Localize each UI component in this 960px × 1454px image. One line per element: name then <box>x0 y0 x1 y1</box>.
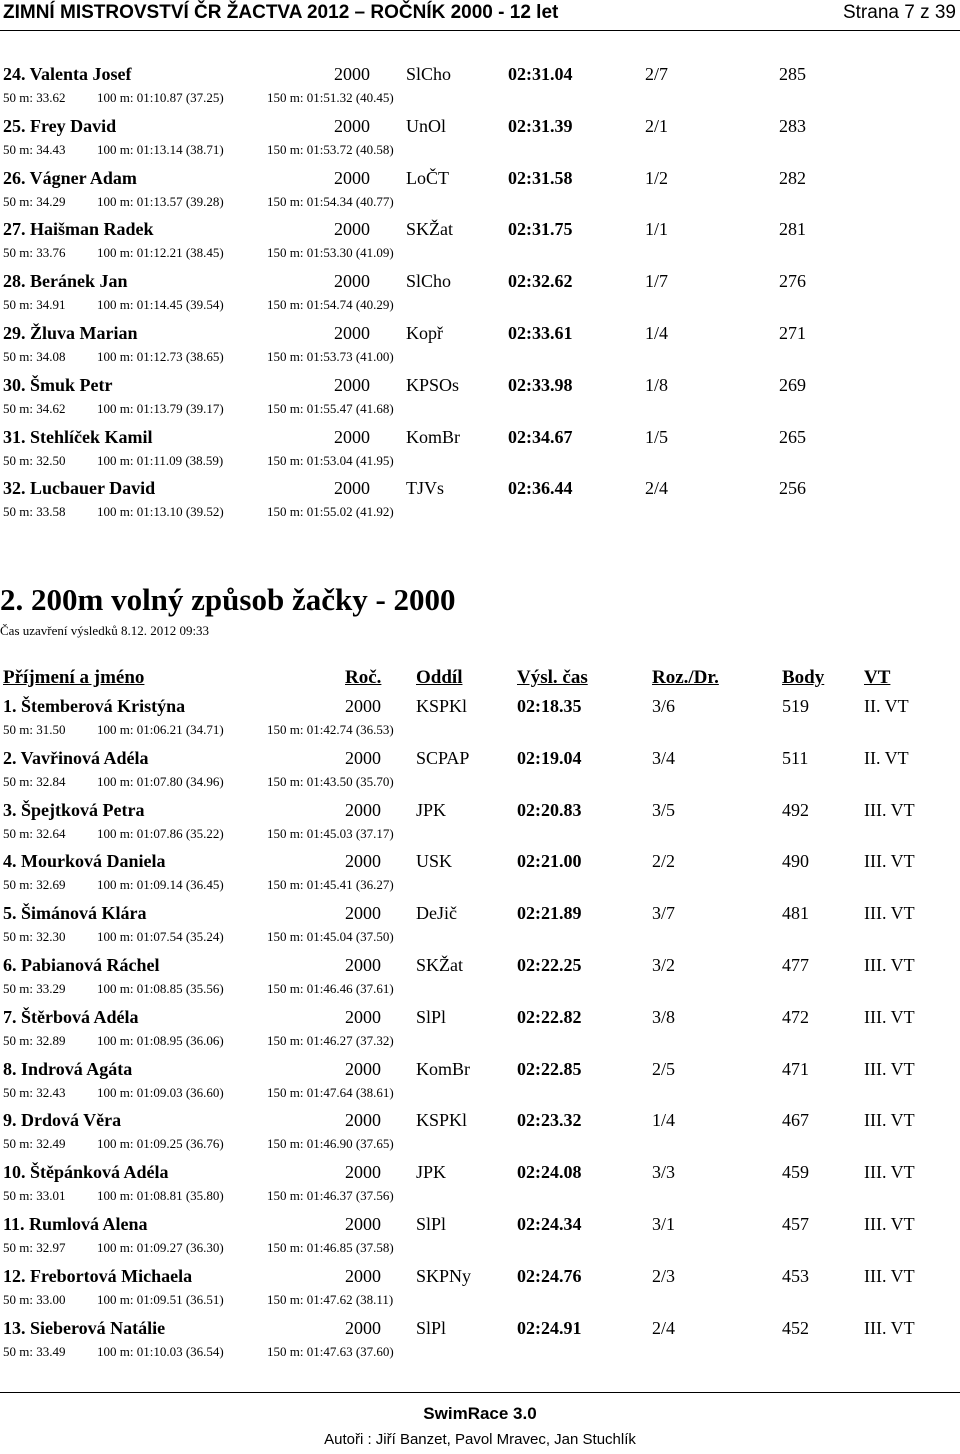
split-150m: 150 m: 01:51.32 (40.45) <box>267 90 394 105</box>
club: TJVs <box>406 478 445 499</box>
split-150m: 150 m: 01:46.85 (37.58) <box>267 1240 394 1255</box>
final-time: 02:24.34 <box>517 1214 582 1234</box>
points: 453 <box>782 1265 809 1286</box>
split-times-row <box>0 774 960 798</box>
heat-lane: 2/5 <box>652 1058 676 1079</box>
split-50m: 50 m: 33.00 <box>3 1291 66 1307</box>
heat-lane: 3/6 <box>652 696 676 716</box>
split-150m: 150 m: 01:46.27 (37.32) <box>267 1032 394 1048</box>
heat-lane: 2/1 <box>645 115 669 136</box>
split-times-row <box>0 1344 960 1368</box>
heat-lane: 3/4 <box>652 747 676 768</box>
page-header-title: ZIMNÍ MISTROVSTVÍ ČR ŽACTVA 2012 – ROČNÍK 2000 - 12 let <box>3 2 559 23</box>
final-time: 02:34.67 <box>508 426 573 447</box>
club: JPK <box>416 1162 447 1183</box>
club: UnOl <box>406 115 446 136</box>
result-row <box>0 696 960 720</box>
split-100m: 100 m: 01:07.54 (35.24) <box>97 929 224 945</box>
split-times-row <box>0 826 960 850</box>
swimmer-name: 25. Frey David <box>3 115 117 136</box>
heat-lane: 1/5 <box>645 426 669 447</box>
swimmer-name: 2. Vavřinová Adéla <box>3 747 149 768</box>
split-100m: 100 m: 01:14.45 (39.54) <box>97 297 224 313</box>
final-time: 02:23.32 <box>517 1110 582 1131</box>
split-times-row <box>0 245 960 269</box>
performance-class: III. VT <box>864 1162 915 1183</box>
split-150m: 150 m: 01:53.30 (41.09) <box>267 245 394 261</box>
points: 492 <box>782 799 809 820</box>
performance-class: III. VT <box>864 1214 915 1234</box>
final-time: 02:31.75 <box>508 219 573 240</box>
result-row <box>0 323 960 347</box>
club: KomBr <box>406 426 460 447</box>
birth-year: 2000 <box>334 478 370 499</box>
club: SCPAP <box>416 747 470 768</box>
footer-authors: Autoři : Jiří Banzet, Pavol Mravec, Jan Stuchlík <box>324 1431 636 1448</box>
split-times-row <box>0 1188 960 1212</box>
birth-year: 2000 <box>345 1006 381 1027</box>
birth-year: 2000 <box>334 426 370 447</box>
split-times-row <box>0 877 960 901</box>
split-150m: 150 m: 01:45.04 (37.50) <box>267 929 394 945</box>
result-row <box>0 64 960 88</box>
points: 459 <box>782 1162 809 1183</box>
club: SlCho <box>406 64 452 84</box>
final-time: 02:22.85 <box>517 1058 582 1079</box>
result-row <box>0 800 960 824</box>
result-row <box>0 219 960 243</box>
split-150m: 150 m: 01:47.63 (37.60) <box>267 1343 394 1359</box>
result-row <box>0 375 960 399</box>
final-time: 02:22.25 <box>517 955 582 975</box>
performance-class: III. VT <box>864 1265 915 1286</box>
swimmer-name: 13. Sieberová Natálie <box>3 1317 166 1338</box>
split-150m: 150 m: 01:46.37 (37.56) <box>267 1188 394 1204</box>
split-times-row <box>0 722 960 746</box>
result-row <box>0 168 960 192</box>
split-50m: 50 m: 33.01 <box>3 1188 66 1204</box>
footer-software: SwimRace 3.0 <box>423 1404 537 1423</box>
heat-lane: 1/2 <box>645 167 669 188</box>
club: LoČT <box>406 167 449 188</box>
split-50m: 50 m: 32.43 <box>3 1084 66 1100</box>
heat-lane: 1/4 <box>652 1110 676 1131</box>
birth-year: 2000 <box>334 219 370 240</box>
performance-class: III. VT <box>864 903 915 924</box>
split-100m: 100 m: 01:08.81 (35.80) <box>97 1188 224 1204</box>
birth-year: 2000 <box>345 1214 381 1234</box>
points: 283 <box>779 115 806 136</box>
split-times-row <box>0 929 960 953</box>
points: 519 <box>782 696 809 716</box>
final-time: 02:31.04 <box>508 64 573 84</box>
points: 271 <box>779 323 806 343</box>
final-time: 02:20.83 <box>517 799 582 820</box>
split-times-row <box>0 194 960 218</box>
final-time: 02:33.98 <box>508 374 573 395</box>
heat-lane: 3/1 <box>652 1214 676 1234</box>
split-50m: 50 m: 33.29 <box>3 981 66 996</box>
points: 472 <box>782 1006 809 1027</box>
points: 511 <box>782 747 809 768</box>
split-times-row <box>0 349 960 373</box>
split-150m: 150 m: 01:53.04 (41.95) <box>267 452 394 468</box>
split-times-row <box>0 401 960 425</box>
final-time: 02:21.00 <box>517 851 582 872</box>
split-150m: 150 m: 01:53.72 (40.58) <box>267 141 394 157</box>
split-100m: 100 m: 01:12.21 (38.45) <box>97 245 224 261</box>
swimmer-name: 9. Drdová Věra <box>3 1110 122 1131</box>
split-150m: 150 m: 01:45.03 (37.17) <box>267 825 394 841</box>
birth-year: 2000 <box>334 64 370 84</box>
split-times-row <box>0 1033 960 1057</box>
club: SlPl <box>416 1006 447 1027</box>
section-title: 2. 200m volný způsob žačky - 2000 <box>0 582 456 617</box>
final-time: 02:18.35 <box>517 696 582 716</box>
points: 471 <box>782 1058 809 1079</box>
split-times-row <box>0 504 960 528</box>
split-50m: 50 m: 33.49 <box>3 1343 66 1359</box>
performance-class: II. VT <box>864 696 909 716</box>
split-times-row <box>0 1292 960 1316</box>
split-100m: 100 m: 01:08.95 (36.06) <box>97 1032 224 1048</box>
birth-year: 2000 <box>345 1317 381 1338</box>
final-time: 02:19.04 <box>517 747 582 768</box>
final-time: 02:22.82 <box>517 1006 582 1027</box>
points: 452 <box>782 1317 809 1338</box>
swimmer-name: 10. Štěpánková Adéla <box>3 1162 169 1183</box>
split-50m: 50 m: 31.50 <box>3 722 66 737</box>
split-100m: 100 m: 01:10.87 (37.25) <box>97 90 224 105</box>
split-150m: 150 m: 01:45.41 (36.27) <box>267 877 394 893</box>
split-100m: 100 m: 01:09.03 (36.60) <box>97 1084 224 1100</box>
column-headers <box>0 667 960 691</box>
heat-lane: 3/7 <box>652 903 676 924</box>
col-year: Roč. <box>345 667 382 688</box>
split-100m: 100 m: 01:09.14 (36.45) <box>97 877 224 893</box>
final-time: 02:31.58 <box>508 167 573 188</box>
split-100m: 100 m: 01:13.14 (38.71) <box>97 141 224 157</box>
swimmer-name: 27. Haišman Radek <box>3 219 154 240</box>
split-100m: 100 m: 01:07.86 (35.22) <box>97 825 224 841</box>
split-150m: 150 m: 01:46.46 (37.61) <box>267 981 394 996</box>
points: 269 <box>779 374 806 395</box>
club: KPSOs <box>406 374 460 395</box>
heat-lane: 3/8 <box>652 1006 676 1027</box>
swimmer-name: 6. Pabianová Ráchel <box>3 955 160 975</box>
split-150m: 150 m: 01:54.34 (40.77) <box>267 193 394 209</box>
split-times-row <box>0 297 960 321</box>
col-name: Příjmení a jméno <box>3 667 145 688</box>
heat-lane: 3/3 <box>652 1162 676 1183</box>
club: SKPNy <box>416 1265 472 1286</box>
points: 285 <box>779 64 806 84</box>
split-50m: 50 m: 32.84 <box>3 773 66 789</box>
birth-year: 2000 <box>334 323 370 343</box>
points: 490 <box>782 851 809 872</box>
split-times-row <box>0 981 960 1005</box>
points: 256 <box>779 478 806 499</box>
club: SKŽat <box>416 955 463 975</box>
split-150m: 150 m: 01:47.62 (38.11) <box>267 1291 394 1307</box>
points: 467 <box>782 1110 809 1131</box>
result-row <box>0 478 960 502</box>
split-50m: 50 m: 34.62 <box>3 400 66 416</box>
birth-year: 2000 <box>345 1162 381 1183</box>
split-150m: 150 m: 01:55.02 (41.92) <box>267 504 394 520</box>
swimmer-name: 24. Valenta Josef <box>3 64 132 84</box>
club: SlPl <box>416 1214 447 1234</box>
birth-year: 2000 <box>334 271 370 292</box>
heat-lane: 2/4 <box>652 1317 676 1338</box>
points: 276 <box>779 271 806 292</box>
result-row <box>0 1318 960 1342</box>
split-50m: 50 m: 32.30 <box>3 929 66 945</box>
final-time: 02:24.91 <box>517 1317 582 1338</box>
final-time: 02:24.08 <box>517 1162 582 1183</box>
split-150m: 150 m: 01:42.74 (36.53) <box>267 722 394 737</box>
split-times-row <box>0 1136 960 1160</box>
result-row <box>0 955 960 979</box>
col-vt: VT <box>864 667 891 688</box>
split-150m: 150 m: 01:53.73 (41.00) <box>267 349 394 364</box>
result-row <box>0 116 960 140</box>
final-time: 02:33.61 <box>508 323 573 343</box>
split-50m: 50 m: 32.97 <box>3 1240 66 1255</box>
swimmer-name: 3. Špejtková Petra <box>3 799 145 820</box>
split-50m: 50 m: 32.69 <box>3 877 66 893</box>
split-100m: 100 m: 01:10.03 (36.54) <box>97 1343 224 1359</box>
heat-lane: 1/4 <box>645 323 669 343</box>
split-50m: 50 m: 34.91 <box>3 297 66 313</box>
split-150m: 150 m: 01:47.64 (38.61) <box>267 1084 394 1100</box>
heat-lane: 1/7 <box>645 271 669 292</box>
split-50m: 50 m: 32.50 <box>3 452 66 468</box>
result-row <box>0 748 960 772</box>
page-header <box>0 0 960 31</box>
split-times-row <box>0 1085 960 1109</box>
swimmer-name: 12. Frebortová Michaela <box>3 1265 193 1286</box>
result-row <box>0 271 960 295</box>
result-row <box>0 1266 960 1290</box>
split-150m: 150 m: 01:54.74 (40.29) <box>267 297 394 313</box>
split-50m: 50 m: 34.29 <box>3 193 66 209</box>
swimmer-name: 28. Beránek Jan <box>3 271 128 292</box>
performance-class: III. VT <box>864 1317 915 1338</box>
performance-class: III. VT <box>864 1006 915 1027</box>
col-club: Oddíl <box>416 667 463 688</box>
birth-year: 2000 <box>345 851 381 872</box>
split-100m: 100 m: 01:13.10 (39.52) <box>97 504 224 520</box>
result-row <box>0 427 960 451</box>
swimmer-name: 30. Šmuk Petr <box>3 374 113 395</box>
result-row <box>0 903 960 927</box>
club: DeJič <box>416 903 457 924</box>
birth-year: 2000 <box>345 1058 381 1079</box>
performance-class: III. VT <box>864 799 915 820</box>
swimmer-name: 1. Štemberová Kristýna <box>3 696 186 716</box>
points: 281 <box>779 219 806 240</box>
final-time: 02:21.89 <box>517 903 582 924</box>
split-50m: 50 m: 32.49 <box>3 1136 66 1152</box>
birth-year: 2000 <box>334 115 370 136</box>
split-times-row <box>0 1240 960 1264</box>
final-time: 02:24.76 <box>517 1265 582 1286</box>
split-50m: 50 m: 33.76 <box>3 245 66 261</box>
split-times-row <box>0 142 960 166</box>
birth-year: 2000 <box>345 799 381 820</box>
swimmer-name: 32. Lucbauer David <box>3 478 156 499</box>
birth-year: 2000 <box>345 903 381 924</box>
birth-year: 2000 <box>345 1265 381 1286</box>
performance-class: III. VT <box>864 851 915 872</box>
heat-lane: 2/7 <box>645 64 669 84</box>
col-heat: Roz./Dr. <box>652 667 719 688</box>
page-number: Strana 7 z 39 <box>842 2 956 23</box>
split-50m: 50 m: 33.58 <box>3 504 66 520</box>
club: SKŽat <box>406 219 453 240</box>
final-time: 02:32.62 <box>508 271 573 292</box>
col-points: Body <box>782 667 825 688</box>
points: 282 <box>779 167 806 188</box>
birth-year: 2000 <box>334 167 370 188</box>
swimmer-name: 7. Štěrbová Adéla <box>3 1006 139 1027</box>
final-time: 02:31.39 <box>508 115 573 136</box>
performance-class: II. VT <box>864 747 909 768</box>
split-100m: 100 m: 01:12.73 (38.65) <box>97 349 224 364</box>
page-footer <box>0 1392 960 1454</box>
birth-year: 2000 <box>345 1110 381 1131</box>
birth-year: 2000 <box>334 374 370 395</box>
swimmer-name: 29. Žluva Marian <box>3 323 138 343</box>
split-100m: 100 m: 01:08.85 (35.56) <box>97 981 224 996</box>
split-times-row <box>0 90 960 114</box>
birth-year: 2000 <box>345 955 381 975</box>
result-row <box>0 851 960 875</box>
split-50m: 50 m: 34.43 <box>3 141 66 157</box>
split-100m: 100 m: 01:09.27 (36.30) <box>97 1240 224 1255</box>
points: 477 <box>782 955 809 975</box>
heat-lane: 3/5 <box>652 799 676 820</box>
split-100m: 100 m: 01:13.57 (39.28) <box>97 193 224 209</box>
split-150m: 150 m: 01:55.47 (41.68) <box>267 400 394 416</box>
club: Kopř <box>406 323 443 343</box>
swimmer-name: 8. Indrová Agáta <box>3 1058 133 1079</box>
club: USK <box>416 851 453 872</box>
heat-lane: 1/8 <box>645 374 669 395</box>
club: KomBr <box>416 1058 470 1079</box>
birth-year: 2000 <box>345 747 381 768</box>
final-time: 02:36.44 <box>508 478 573 499</box>
split-100m: 100 m: 01:07.80 (34.96) <box>97 773 224 789</box>
swimmer-name: 5. Šimánová Klára <box>3 903 147 924</box>
club: SlPl <box>416 1317 447 1338</box>
result-row <box>0 1059 960 1083</box>
split-50m: 50 m: 33.62 <box>3 90 66 105</box>
swimmer-name: 4. Mourková Daniela <box>3 851 166 872</box>
swimmer-name: 26. Vágner Adam <box>3 167 137 188</box>
result-row <box>0 1162 960 1186</box>
swimmer-name: 11. Rumlová Alena <box>3 1214 148 1234</box>
heat-lane: 2/4 <box>645 478 669 499</box>
performance-class: III. VT <box>864 1058 915 1079</box>
result-row <box>0 1214 960 1238</box>
result-row <box>0 1007 960 1031</box>
heat-lane: 2/3 <box>652 1265 676 1286</box>
heat-lane: 2/2 <box>652 851 676 872</box>
result-row <box>0 1110 960 1134</box>
heat-lane: 3/2 <box>652 955 676 975</box>
club: KSPKl <box>416 696 468 716</box>
club: KSPKl <box>416 1110 468 1131</box>
heat-lane: 1/1 <box>645 219 669 240</box>
performance-class: III. VT <box>864 1110 915 1131</box>
points: 265 <box>779 426 806 447</box>
split-100m: 100 m: 01:11.09 (38.59) <box>97 452 224 468</box>
results-closing-time: Čas uzavření výsledků 8.12. 2012 09:33 <box>0 623 210 638</box>
split-150m: 150 m: 01:46.90 (37.65) <box>267 1136 394 1152</box>
split-100m: 100 m: 01:09.51 (36.51) <box>97 1291 224 1307</box>
points: 481 <box>782 903 809 924</box>
club: SlCho <box>406 271 452 292</box>
split-100m: 100 m: 01:13.79 (39.17) <box>97 400 224 416</box>
split-150m: 150 m: 01:43.50 (35.70) <box>267 773 394 789</box>
col-time: Výsl. čas <box>517 667 588 688</box>
swimmer-name: 31. Stehlíček Kamil <box>3 426 153 447</box>
split-100m: 100 m: 01:06.21 (34.71) <box>97 722 224 737</box>
performance-class: III. VT <box>864 955 915 975</box>
split-50m: 50 m: 32.89 <box>3 1032 66 1048</box>
club: JPK <box>416 799 447 820</box>
split-times-row <box>0 453 960 477</box>
points: 457 <box>782 1214 809 1234</box>
split-50m: 50 m: 34.08 <box>3 349 66 364</box>
birth-year: 2000 <box>345 696 381 716</box>
split-50m: 50 m: 32.64 <box>3 825 66 841</box>
split-100m: 100 m: 01:09.25 (36.76) <box>97 1136 224 1152</box>
